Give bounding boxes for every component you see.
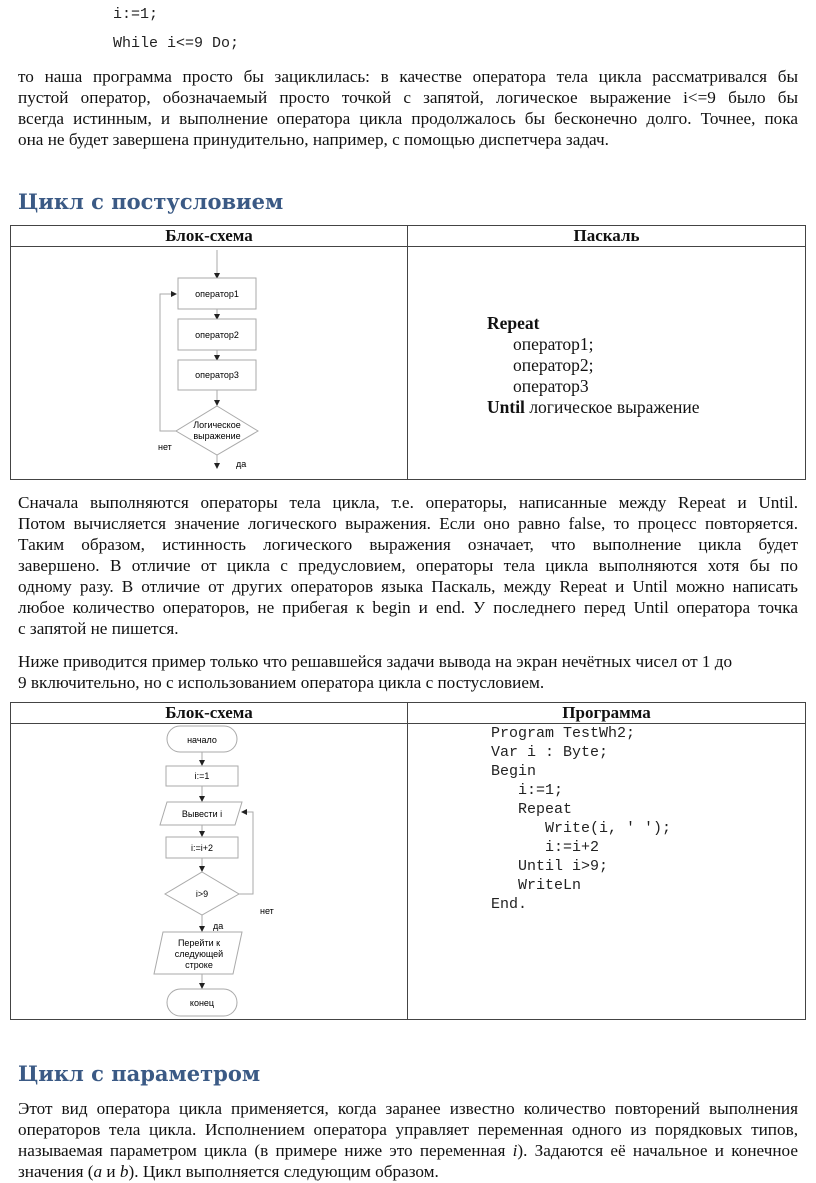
text-line: с запятой не пишется. xyxy=(18,619,179,638)
flow-no-label: нет xyxy=(158,442,172,452)
pascal-syntax xyxy=(487,313,700,418)
text-line: любое количество операторов, не прибегая к begin и end. У последнего перед Until оператора точка xyxy=(18,598,798,617)
text-span: называемая параметром цикла (в примере ниже это переменная xyxy=(18,1141,513,1160)
code-line: Repeat xyxy=(491,801,573,818)
intro-paragraph xyxy=(18,66,798,150)
flow-condition-line1: Логическое xyxy=(193,420,241,430)
table-header-flowchart: Блок-схема xyxy=(11,226,408,247)
code-line: WriteLn xyxy=(491,877,582,894)
text-line: Таким образом, истинность логического выражения означает, что выполнение цикла будет xyxy=(18,535,798,554)
kw-until: Until xyxy=(487,397,525,417)
code-line: Write(i, ' '); xyxy=(491,820,672,837)
code-line: i:=i+2 xyxy=(491,839,600,856)
code-line: Until i>9; xyxy=(491,858,609,875)
flow-box-operator3: оператор3 xyxy=(195,370,239,380)
example-table xyxy=(10,702,806,1020)
section-heading-postcondition: Цикл с постусловием xyxy=(18,189,284,214)
text-span: ). Цикл выполняется следующим образом. xyxy=(128,1162,439,1181)
flow-init: i:=1 xyxy=(194,771,210,781)
flow-box-operator2: оператор2 xyxy=(195,330,239,340)
flow-increment: i:=i+2 xyxy=(190,843,214,853)
section-heading-parameter-loop: Цикл с параметром xyxy=(18,1061,261,1086)
text-line xyxy=(18,1161,798,1182)
example-flowchart xyxy=(145,724,285,1020)
pascal-line: оператор3 xyxy=(513,376,589,396)
program-listing xyxy=(491,724,671,914)
text-line xyxy=(18,1140,798,1161)
text-line: завершено. В отличие от цикла с предусловием, операторы тела цикла выполняются хотя бы по xyxy=(18,556,798,575)
text-line: Сначала выполняются операторы тела цикла, т.е. операторы, написанные между Repeat и Until. xyxy=(18,493,798,512)
parameter-loop-paragraph xyxy=(18,1098,798,1182)
table-header-program: Программа xyxy=(408,703,806,724)
flow-newline-line1: Перейти к xyxy=(177,938,221,948)
text-line: Потом вычисляется значение логического выражения. Если оно равно false, то процесс повторяется. xyxy=(18,514,798,533)
flow-yes-label: да xyxy=(213,921,224,931)
pascal-line: оператор1; xyxy=(513,334,594,354)
text-line: она не будет завершена принудительно, например, с помощью диспетчера задач. xyxy=(18,130,609,149)
text-span: и xyxy=(102,1162,120,1181)
kw-repeat: Repeat xyxy=(487,313,540,333)
flow-end: конец xyxy=(189,998,215,1008)
text-line: одному разу. В отличие от других операторов языка Паскаль, между Repeat и Until можно написать xyxy=(18,577,798,596)
code-line: i:=1; xyxy=(491,782,564,799)
text-line: Этот вид оператора цикла применяется, когда заранее известно количество повторений выполнения xyxy=(18,1099,798,1118)
flow-yes-label: да xyxy=(236,459,247,469)
flow-newline-line3: строке xyxy=(185,960,213,970)
code-line: Begin xyxy=(491,763,537,780)
flow-condition-line2: выражение xyxy=(193,431,241,441)
code-line: End. xyxy=(491,896,528,913)
table-header-pascal: Паскаль xyxy=(408,226,806,247)
variable-i: i xyxy=(512,1141,518,1160)
text-line: пустой оператор, обозначаемый просто точкой с запятой, логическое выражение i<=9 было бы xyxy=(18,88,798,107)
flow-box-operator1: оператор1 xyxy=(195,289,239,299)
code-line: Var i : Byte; xyxy=(491,744,609,761)
text-line: всегда истинным, и выполнение оператора цикла продолжалось бы бесконечно долго. Точнее, пока xyxy=(18,109,798,128)
code-line: Program TestWh2; xyxy=(491,725,636,742)
flow-start: начало xyxy=(187,735,217,745)
variable-a: a xyxy=(93,1162,103,1181)
flow-condition: i>9 xyxy=(195,889,209,899)
text-span: значения ( xyxy=(18,1162,94,1181)
flow-no-label: нет xyxy=(260,906,274,916)
table-header-flowchart: Блок-схема xyxy=(11,703,408,724)
code-line-init: i:=1; xyxy=(113,6,159,23)
flow-newline-line2: следующей xyxy=(174,949,224,959)
text-span: ). Задаются её начальное и конечное xyxy=(517,1141,798,1160)
example-intro xyxy=(18,651,798,693)
variable-b: b xyxy=(119,1162,129,1181)
text-line: 9 включительно, но с использованием оператора цикла с постусловием. xyxy=(18,673,545,692)
text-line: операторов тела цикла. Исполнением оператора управляет переменная одного из порядковых типов, xyxy=(18,1120,798,1139)
postcondition-explanation xyxy=(18,492,798,639)
code-line-while: While i<=9 Do; xyxy=(113,35,240,52)
pascal-line: оператор2; xyxy=(513,355,594,375)
text-line: Ниже приводится пример только что решавшейся задачи вывода на экран нечётных чисел от 1 до xyxy=(18,652,733,671)
flow-output: Вывести i xyxy=(181,809,223,819)
postcondition-flowchart xyxy=(140,248,280,470)
until-expression: логическое выражение xyxy=(524,397,700,417)
text-line: то наша программа просто бы зациклилась: в качестве оператора тела цикла рассматривался бы xyxy=(18,67,798,86)
